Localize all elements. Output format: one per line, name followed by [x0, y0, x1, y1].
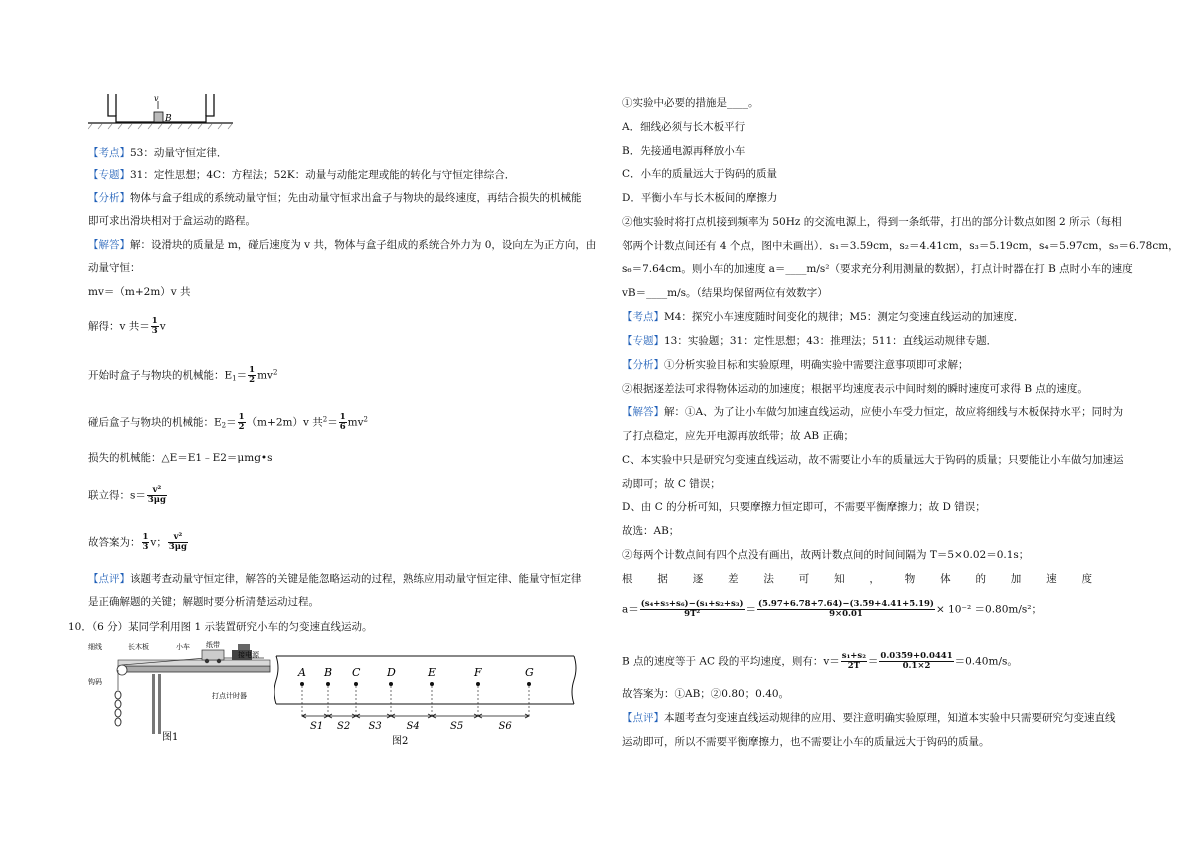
energy-after: 碰后盒子与物块的机械能：$E_2=$ $\frac{1}{2}$ （m+2m）v 共$^2$＝ $\frac{1}{6}$ $mv^2$ [88, 412, 368, 432]
option-c: C．小车的质量远大于钩码的质量 [622, 168, 778, 180]
question-part-2-l4: vB＝____m/s。（结果均保留两位有效数字） [622, 287, 828, 299]
dianping-line-1: 【点评】该题考查动量守恒定律，解答的关键是能忽略运动的过程，熟练应用动量守恒定律、能量守恒定律 [88, 573, 582, 585]
dianping-line-right-2: 运动即可，所以不需要平衡摩擦力，也不需要让小车的质量远大于钩码的质量。 [622, 736, 990, 748]
label-v: v [154, 94, 159, 103]
jieda-line-1 [88, 239, 596, 252]
question-part-2-l2: 邻两个计数点间还有 4 个点，图中未画出）．s₁＝3.59cm，s₂＝4.41cm，s₃＝5.19cm，s₄＝5.97cm，s₅＝6.78cm， [622, 240, 1179, 252]
energy-initial: 开始时盒子与物块的机械能：$E_1=$ $\frac{1}{2}$ $mv^2$ [88, 365, 278, 385]
answer-right: 故答案为：①AB；②0.80；0.40。 [622, 688, 790, 700]
tape-point-F [476, 682, 480, 686]
figure-2-caption: 图2 [392, 736, 409, 747]
fraction-one-third: $\frac{1}{3}$ [151, 316, 158, 336]
question-part-2-l1: ②他实验时将打点机接到频率为 50Hz 的交流电源上，得到一条纸带，打出的部分计数点如图 2 所示（每相 [622, 216, 1122, 228]
label-jiedianyuan: 接电源 [238, 651, 259, 659]
jieda-line-right-4: 动即可；故 C 错误； [622, 478, 721, 490]
dianping-line-2: 是正确解题的关键；解题时要分析清楚运动过程。 [88, 596, 319, 608]
label-xiaoche: 小车 [176, 643, 190, 651]
energy-loss: 损失的机械能：△E＝E1﹣E2＝μmg•s [88, 452, 273, 464]
label-dadianjishiqi: 打点计时器 [212, 692, 247, 700]
zhuanti-tag: 【专题】 [88, 169, 130, 181]
question-10: 10．（6 分）某同学利用图 1 示装置研究小车的匀变速直线运动。 [68, 621, 373, 633]
solve-tail: v [159, 320, 166, 333]
kaodian-text: 53：动量守恒定律． [130, 147, 228, 159]
jieda-text-1: 解：设滑块的质量是 m，碰后速度为 v 共，物体与盒子组成的系统合外力为 0，设向左为正方向，由 [130, 239, 597, 251]
zhuanti-line-right: 【专题】13：实验题；31：定性思想；43：推理法；511：直线运动规律专题． [622, 335, 998, 347]
combined-result: 联立得：s＝ $\frac{\text{v²}}{3\mu g}$ [88, 485, 166, 505]
jieda-line-right-2: 了打点稳定，应先开电源再放纸带；故 AB 正确； [622, 430, 854, 442]
tape-right-tear [572, 656, 576, 704]
dianping-line-right-1: 【点评】本题考查匀变速直线运动规律的应用、要注意明确实验原理，知道本实验中只需要研究匀变速直线 [622, 712, 1116, 724]
figure-1-apparatus [88, 640, 274, 744]
tape-point-B [326, 682, 330, 686]
label-B: B [165, 114, 172, 124]
jieda-line-right-6: 故选：AB； [622, 525, 680, 537]
label-changmuban: 长木板 [128, 643, 149, 651]
tape-label-G: G [525, 666, 534, 679]
zhuanti-text: 31：定性思想；4C：方程法；52K：动量与动能定理或能的转化与守恒定律综合． [130, 169, 516, 181]
zhuanti-line [88, 169, 515, 182]
fenxi-tag: 【分析】 [88, 192, 130, 204]
fenxi-text-1: 物体与盒子组成的系统动量守恒；先由动量守恒求出盒子与物块的最终速度，再结合损失的机械能 [130, 192, 582, 204]
option-b: B．先接通电源再释放小车 [622, 145, 746, 157]
fenxi-line-2: 即可求出滑块相对于盒运动的路程。 [88, 215, 256, 227]
fraction-one-half: $\frac{1}{2}$ [249, 365, 256, 385]
figure-2-tape [274, 648, 578, 748]
tape-point-C [354, 682, 358, 686]
kaodian-line-right: 【考点】M4：探究小车速度随时间变化的规律；M5：测定匀变速直线运动的加速度． [622, 311, 1025, 323]
spread-line: 根 据 逐 差 法 可 知 ， 物 体 的 加 速 度 [622, 573, 1092, 585]
question-part-2-l3: s₆＝7.64cm。则小车的加速度 a＝____m/s²（要求充分利用测量的数据），打点计时器在打 B 点时小车的速度 [622, 263, 1133, 275]
solve-vcommon [88, 317, 166, 336]
jieda-line-2: 动量守恒： [88, 262, 141, 274]
tape-label-D: D [387, 666, 396, 679]
kaodian-tag: 【考点】 [88, 147, 130, 159]
fenxi-line-1 [88, 192, 582, 205]
jieda-tag: 【解答】 [88, 239, 130, 251]
tape-left-tear [274, 656, 278, 704]
jieda-line-right-3: C、本实验中只是研究匀变速直线运动，故不需要让小车的质量远大于钩码的质量；只要能让小车做匀加速运 [622, 454, 1124, 466]
tape-label-A: A [298, 666, 306, 679]
segment-label-S2: S2 [337, 721, 351, 732]
jieda-line-right-1: 【解答】解：①A、为了让小车做匀加速直线运动，应使小车受力恒定，故应将细线与木板保持水平；同时为 [622, 406, 1124, 418]
velocity-b-formula: B 点的速度等于 AC 段的平均速度，则有：v＝ $\frac{\text{s₁+s₂}}{2T}$ ＝ $\frac{0.0359+0.0441}{0.1\times 2}$ ＝0.40m/s。 [622, 651, 1018, 671]
tape-label-C: C [352, 666, 361, 679]
tape-label-F: F [474, 666, 482, 679]
segment-label-S6: S6 [498, 721, 512, 732]
label-zhidai: 纸带 [206, 641, 220, 649]
option-a: A．细线必须与长木板平行 [622, 121, 746, 133]
jieda-line-right-5: D、由 C 的分析可知，只要摩擦力恒定即可，不需要平衡摩擦力；故 D 错误； [622, 501, 986, 513]
label-xixian: 细线 [88, 643, 102, 651]
question-part-1: ①实验中必要的措施是____。 [622, 97, 759, 109]
acceleration-formula: a＝ $\frac{\text{(s₄+s₅+s₆)−(s₁+s₂+s₃)}}{\text{9T²}}$ ＝ $\frac{(5.97+6.78+7.64)-(3.59+4.41+5.19)}{9\times 0.01}$ × 10⁻² ＝0.80m/s²； [622, 599, 1042, 619]
segment-label-S3: S3 [368, 721, 382, 732]
tape-point-D [389, 682, 393, 686]
segment-label-S1: S1 [310, 721, 324, 732]
fenxi-line-right-2: ②根据逐差法可求得物体运动的加速度；根据平均速度表示中间时刻的瞬时速度可求得 B 点的速度。 [622, 383, 1088, 395]
figure-1-caption: 图1 [162, 732, 179, 743]
tape-point-A [300, 682, 304, 686]
box-block-figure [88, 92, 248, 134]
solve-label: 解得：v 共＝ [88, 320, 150, 333]
answer-line: 故答案为： $\frac{1}{3}$ v； $\frac{\text{v²}}{3\mu g}$ [88, 532, 187, 552]
tape-point-G [527, 682, 531, 686]
segment-label-S5: S5 [450, 721, 464, 732]
tape-point-E [430, 682, 434, 686]
option-d: D．平衡小车与长木板间的摩擦力 [622, 192, 778, 204]
segment-label-S4: S4 [406, 721, 420, 732]
tape-label-B: B [324, 666, 333, 679]
label-gouma: 钩码 [88, 678, 102, 686]
equation-momentum: mv＝（m+2m）v 共 [88, 286, 191, 298]
fenxi-line-right-1: 【分析】①分析实验目标和实验原理，明确实验中需要注意事项即可求解； [622, 359, 969, 371]
tape-label-E: E [428, 666, 437, 679]
kaodian-line [88, 147, 227, 160]
dianping-tag: 【点评】 [88, 573, 130, 585]
jieda-line-right-7: ②每两个计数点间有四个点没有画出，故两计数点间的时间间隔为 T＝5×0.02＝0.1s； [622, 549, 1030, 561]
